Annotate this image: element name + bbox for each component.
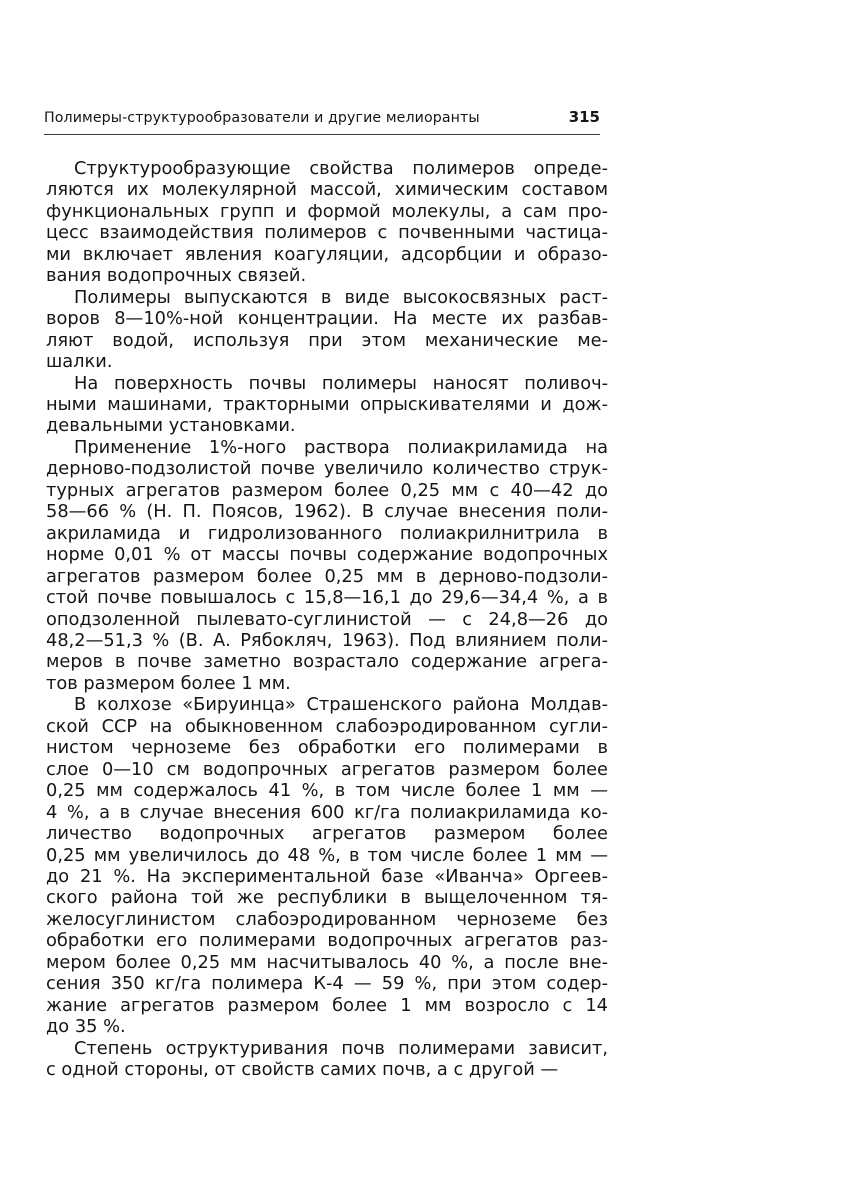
text-line: вания водопрочных связей. xyxy=(46,265,307,287)
text-line: В колхозе «Бируинца» Страшенского района Молдав- xyxy=(74,694,608,716)
text-line: Степень оструктуривания почв полимерами зависит, xyxy=(74,1037,608,1059)
text-line: девальными установками. xyxy=(46,415,296,437)
text-line: меров в почве заметно возрастало содержание агрега- xyxy=(46,651,608,673)
text-line: шалки. xyxy=(46,351,113,373)
paragraph xyxy=(46,373,608,437)
text-line: ми включает явления коагуляции, адсорбции и образо- xyxy=(46,243,608,265)
text-line: тов размером более 1 мм. xyxy=(46,672,291,694)
text-line: с одной стороны, от свойств самих почв, а с другой — xyxy=(46,1059,559,1081)
text-line: ными машинами, тракторными опрыскивателями и дож- xyxy=(46,393,608,415)
text-line: мером более 0,25 мм насчитывалось 40 %, а после вне- xyxy=(46,951,608,973)
paragraph xyxy=(46,437,608,694)
running-title: Полимеры-структурообразователи и другие мелиоранты xyxy=(44,110,480,126)
text-line: функциональных групп и формой молекулы, а сам про- xyxy=(46,200,608,222)
page-number: 315 xyxy=(568,108,600,126)
text-line: норме 0,01 % от массы почвы содержание водопрочных xyxy=(46,544,608,566)
text-line: желосуглинистом слабоэродированном черноземе без xyxy=(46,908,608,930)
text-line: слое 0—10 см водопрочных агрегатов размером более xyxy=(46,758,608,780)
text-line: личество водопрочных агрегатов размером более xyxy=(46,823,608,845)
text-line: оподзоленной пылевато-суглинистой — с 24,8—26 до xyxy=(46,608,608,630)
text-line: обработки его полимерами водопрочных агрегатов раз- xyxy=(46,930,608,952)
paragraph xyxy=(46,158,608,287)
text-line: ской ССР на обыкновенном слабоэродированном сугли- xyxy=(46,715,608,737)
running-head xyxy=(44,107,604,129)
text-line: Применение 1%-ного раствора полиакриламида на xyxy=(74,436,608,458)
paragraph xyxy=(46,1038,608,1081)
paragraph xyxy=(46,694,608,1037)
text-line: турных агрегатов размером более 0,25 мм с 40—42 до xyxy=(46,479,608,501)
text-line: цесс взаимодействия полимеров с почвенными частица- xyxy=(46,222,608,244)
text-line: 48,2—51,3 % (В. А. Рябокляч, 1963). Под влиянием поли- xyxy=(46,629,608,651)
text-line: дерново-подзолистой почве увеличило количество струк- xyxy=(46,458,608,480)
text-line: Структурообразующие свойства полимеров опреде- xyxy=(74,158,608,179)
text-line: нистом черноземе без обработки его полимерами в xyxy=(46,737,608,759)
text-line: акриламида и гидролизованного полиакрилнитрила в xyxy=(46,522,608,544)
text-line: ляют водой, используя при этом механические ме- xyxy=(46,329,608,351)
paragraph xyxy=(46,287,608,373)
text-line: воров 8—10%-ной концентрации. На месте их разбав- xyxy=(46,308,608,330)
text-line: Полимеры выпускаются в виде высокосвязных раст- xyxy=(74,286,608,308)
text-line: до 21 %. На экспериментальной базе «Иванча» Оргеев- xyxy=(46,865,608,887)
text-line: ляются их молекулярной массой, химическим составом xyxy=(46,179,608,201)
text-line: агрегатов размером более 0,25 мм в дерново-подзоли- xyxy=(46,565,608,587)
text-line: стой почве повышалось с 15,8—16,1 до 29,6—34,4 %, а в xyxy=(46,587,608,609)
header-rule xyxy=(44,134,600,135)
text-line: 4 %, а в случае внесения 600 кг/га полиакриламида ко- xyxy=(46,801,608,823)
body-text xyxy=(46,158,608,1080)
text-line: сения 350 кг/га полимера К-4 — 59 %, при этом содер- xyxy=(46,973,608,995)
text-line: ского района той же республики в выщелоченном тя- xyxy=(46,887,608,909)
text-line: 58—66 % (Н. П. Поясов, 1962). В случае внесения поли- xyxy=(46,501,608,523)
text-line: жание агрегатов размером более 1 мм возросло с 14 xyxy=(46,994,608,1016)
text-line: 0,25 мм увеличилось до 48 %, в том числе более 1 мм — xyxy=(46,844,608,866)
text-line: 0,25 мм содержалось 41 %, в том числе более 1 мм — xyxy=(46,780,608,802)
text-line: На поверхность почвы полимеры наносят поливоч- xyxy=(74,372,608,394)
text-line: до 35 %. xyxy=(46,1016,126,1038)
